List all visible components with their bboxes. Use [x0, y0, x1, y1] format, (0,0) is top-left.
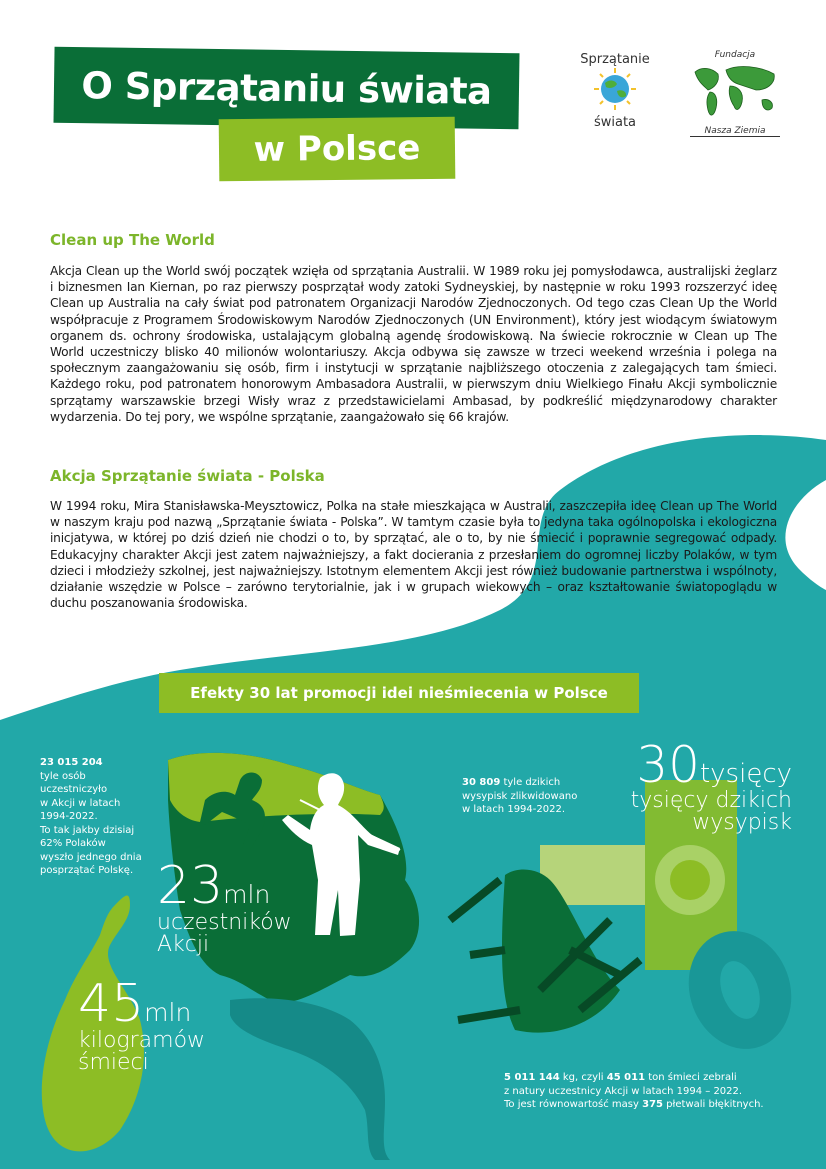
dumps-text: tyle dzikich: [500, 777, 561, 788]
participants-big-line2: uczestników: [157, 910, 292, 935]
waste-big-number: 45: [78, 974, 145, 1034]
page-title: O Sprzątaniu świata: [81, 63, 492, 113]
participants-line: uczestniczyło: [40, 784, 108, 795]
participants-big-unit: mln: [223, 880, 271, 909]
participants-line: 62% Polaków: [40, 838, 106, 849]
waste-text: To jest równowartość masy: [504, 1099, 643, 1110]
dumps-big-line3: wysypisk: [692, 810, 792, 835]
world-map-icon: [690, 60, 780, 122]
dumps-big-line2: tysięcy dzikich: [630, 788, 792, 813]
dumps-big-unit: tysięcy: [699, 759, 792, 789]
waste-text: kg, czyli: [559, 1072, 607, 1083]
dumps-big-stat: [612, 736, 792, 835]
section-body-clean-up-the-world: Akcja Clean up the World swój początek wzięła od sprzątania Australii. W 1989 roku jej pomysłodawca, australijski żeglarz i biznesmen Ian Kiernan, po raz pierwszy posprzątał wody zatoki Sydneyskiej, by następnie w roku 1993 rozszerzyć ideę Clean up Australia na cały świat pod patronatem Organizacji Narodów Zjednoczonych. Od tego czas Clean Up the World współpracuje z Programem Środowiskowym Narodów Zjednoczonych (UN Environment), który jest wiodącym światowym organem ds. ochrony środowiska, ustalającym globalną agendę środowiskową. Na świecie rokrocznie w Clean up The World uczestniczy blisko 40 milionów wolontariuszy. Akcja odbywa się zawsze w trzeci weekend września i polega na społecznym zaangażowaniu się osób, firm i instytucji w sprzątanie najbliższego otoczenia z zalegających tam śmieci. Każdego roku, pod patronatem honorowym Ambasadora Australii, w pierwszym dniu Wielkiego Finału Akcji symbolicznie sprzątamy warszawskie brzegi Wisły wraz z przedstawicielami Ambasad, by podkreślić międzynarodowy charakter wydarzenia. Do tej pory, we wspólne sprzątanie, zaangażowało się 66 krajów.: [50, 264, 777, 424]
participants-line: w Akcji w latach: [40, 797, 121, 809]
participants-line: 1994-2022.: [40, 811, 98, 822]
section-heading-clean-up-the-world: Clean up The World: [50, 231, 215, 249]
participants-line: To tak jakby dzisiaj: [40, 824, 135, 836]
participants-line: tyle osób: [40, 770, 86, 782]
globe-sun-icon: [591, 67, 639, 111]
section-body-akcja-polska: W 1994 roku, Mira Stanisławska-Meysztowicz, Polka na stałe mieszkająca w Australii, zaszczepiła ideę Clean up The World w naszym kraju pod nazwą „Sprzątanie świata - Polska”. W tamtym czasie była to jedyna taka ogólnopolska i ekologiczna inicjatywa, w której po dziś dzień nie chodzi o to, by sprzątać, ale o to, by nie śmiecić i poprawnie segregować odpady. Edukacyjny charakter Akcji jest zatem najważniejszy, a fakt docierania z przesłaniem do ogromnej liczby Polaków, w tym dzieci i młodzieży szkolnej, jest najważniejszy. Istotnym elementem Akcji jest również budowanie partnerstwa i wspólnoty, działanie wszędzie w Polsce – zarówno terytorialnie, jak i w grupach wiekowych – oraz kształtowanie światopoglądu w duchu poszanowania środowiska.: [50, 499, 777, 611]
participants-number: 23 015 204: [40, 757, 103, 768]
participants-big-stat: [157, 856, 292, 957]
logo2-text-top: Fundacja: [714, 50, 756, 60]
dumps-line: w latach 1994-2022.: [462, 804, 566, 815]
logo-text-bottom: świata: [593, 115, 637, 130]
waste-big-unit: mln: [144, 998, 192, 1027]
logo2-text-bottom: Nasza Ziemia: [690, 126, 780, 137]
section-heading-akcja-polska: Akcja Sprzątanie świata - Polska: [50, 467, 325, 485]
participants-line: posprzątać Polskę.: [40, 865, 134, 876]
participants-stat-text: [40, 756, 160, 878]
dumps-big-number: 30: [636, 736, 700, 794]
waste-stat-text: [504, 1071, 804, 1112]
waste-text: płetwali błękitnych.: [663, 1099, 764, 1110]
logo-text-top: Sprzątanie: [580, 52, 650, 67]
participants-line: wyszło jednego dnia: [40, 851, 142, 863]
effects-banner: [159, 673, 639, 713]
whales-count: 375: [642, 1099, 663, 1110]
waste-big-line3: śmieci: [78, 1050, 149, 1075]
dumps-number: 30 809: [462, 777, 501, 788]
title-banner-sub: [219, 117, 456, 181]
waste-text: ton śmieci zebrali: [645, 1072, 737, 1083]
logo-fundacja-nasza-ziemia: [690, 50, 780, 145]
dumps-stat-text: [462, 776, 602, 817]
waste-tons: 45 011: [606, 1072, 646, 1083]
logo-sprzatanie-swiata: [575, 52, 655, 142]
waste-big-line2: kilogramów: [78, 1028, 206, 1053]
page-subtitle: w Polsce: [253, 128, 421, 170]
participants-big-line3: Akcji: [157, 932, 210, 957]
waste-kg: 5 011 144: [504, 1072, 560, 1083]
effects-banner-text: Efekty 30 lat promocji idei nieśmiecenia w Polsce: [190, 684, 608, 702]
waste-line: z natury uczestnicy Akcji w latach 1994 – 2022.: [504, 1085, 743, 1097]
participants-big-number: 23: [157, 856, 224, 916]
waste-big-stat: [78, 974, 206, 1075]
dumps-line: wysypisk zlikwidowano: [462, 790, 578, 802]
